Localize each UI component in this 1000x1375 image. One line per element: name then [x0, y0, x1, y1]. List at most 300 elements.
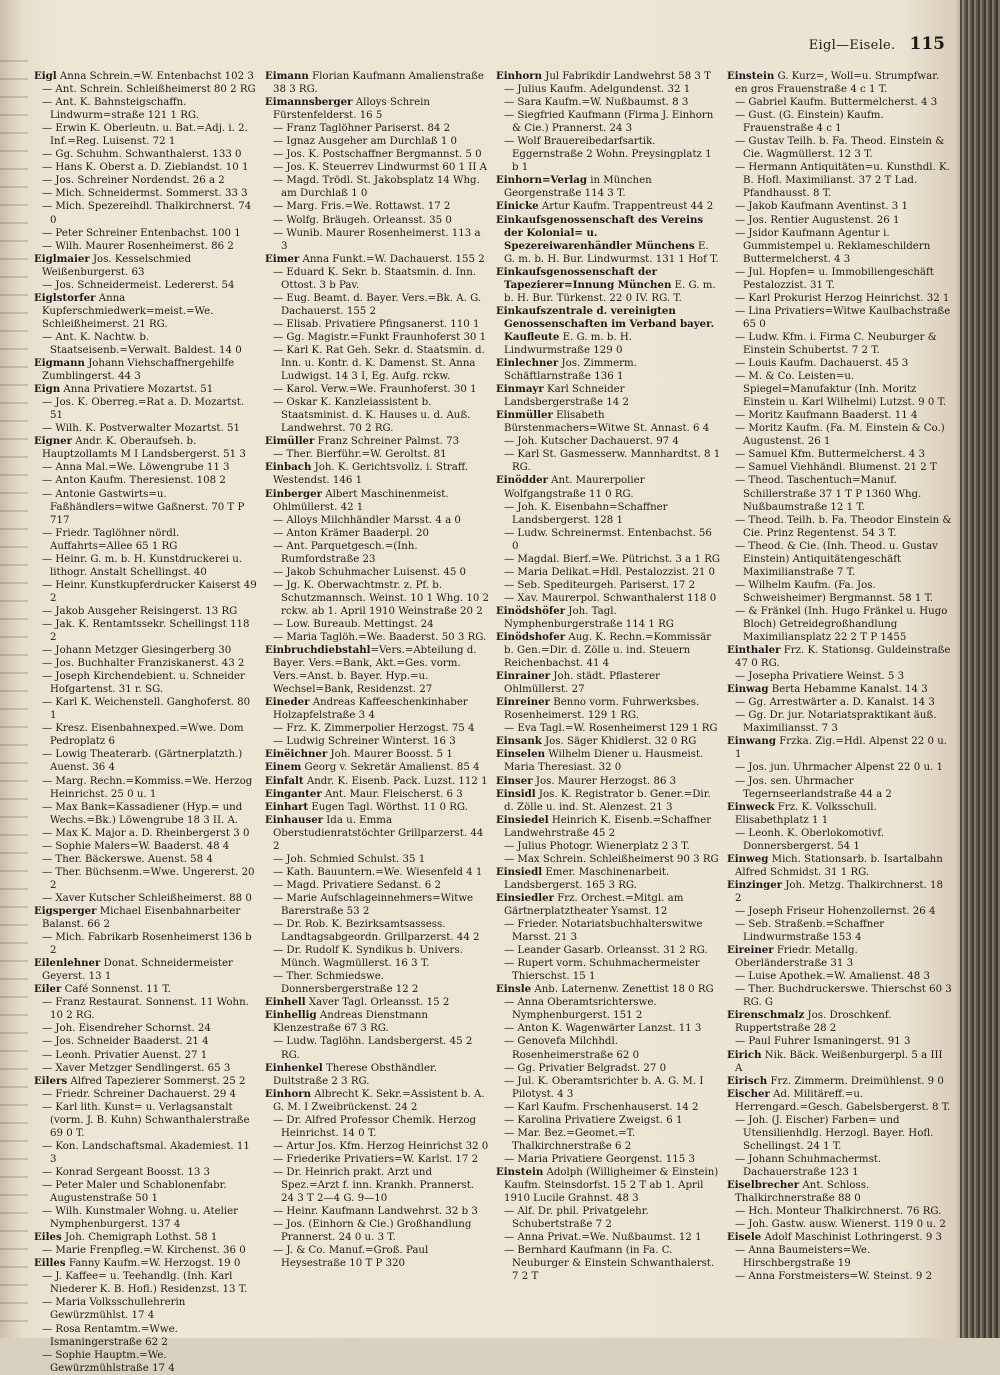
- entry-text: Andr. K. Eisenb. Pack. Luzst. 112 1: [303, 775, 488, 787]
- entry-text: — Samuel Viehhändl. Blumenst. 21 2 T: [735, 462, 937, 474]
- entry-text: — Julius Photogr. Wienerplatz 2 3 T.: [504, 840, 690, 852]
- directory-entry: [496, 1035, 721, 1061]
- directory-entry: [34, 1205, 259, 1231]
- entry-text: — Ignaz Ausgeher am Durchlaß 1 0: [273, 136, 458, 148]
- entry-text: — Anton Krämer Baaderpl. 20: [273, 527, 429, 539]
- entry-surname: Eign: [34, 383, 61, 396]
- entry-text: — Lowig Theaterarb. (Gärtnerplatzth.) Auenst. 36 4: [42, 749, 243, 774]
- entry-text: — Karol. Verw.=We. Fraunhoferst. 30 1: [273, 384, 477, 396]
- entry-text: Karl Schneider Landsbergerstraße 14 2: [504, 384, 630, 409]
- directory-entry: [265, 879, 490, 892]
- entry-text: — Oskar K. Kanzleiassistent b. Staatsminist. d. K. Hauses u. d. Auß. Landwehrst. 70 2 RG.: [273, 397, 471, 435]
- directory-entry: [727, 1153, 952, 1179]
- column-4: [727, 70, 952, 1320]
- entry-surname: Einweck: [727, 800, 775, 813]
- entry-text: — Jos. Rentier Augustenst. 26 1: [735, 214, 900, 226]
- directory-entry: [727, 644, 952, 670]
- entry-text: Jul Fabrikdir Landwehrst 58 3 T: [542, 71, 711, 82]
- directory-entry: [496, 957, 721, 983]
- directory-entry: [496, 553, 721, 566]
- entry-text: Jos. Zimmerm. Schäftlarnstraße 136 1: [504, 358, 637, 383]
- directory-entry: [34, 605, 259, 618]
- entry-text: — Heinr. Kunstkupferdrucker Kaiserst 49 2: [42, 579, 257, 604]
- directory-entry: [496, 592, 721, 605]
- entry-text: — Bernhard Kaufmann (in Fa. C. Neuburger & Einstein Schwanthalerst. 7 2 T: [504, 1245, 715, 1283]
- directory-entry: [265, 1009, 490, 1035]
- directory-entry: [496, 266, 721, 305]
- directory-entry: [727, 409, 952, 422]
- directory-entry: [496, 631, 721, 670]
- entry-text: — Anna Privat.=We. Nußbaumst. 12 1: [504, 1232, 702, 1244]
- directory-entry: [496, 866, 721, 892]
- entry-text: — Marie Frenpfleg.=W. Kirchenst. 36 0: [42, 1245, 246, 1257]
- entry-text: — Joh. Gastw. ausw. Wienerst. 119 0 u. 2: [735, 1219, 946, 1231]
- entry-text: E. G. m. b. H. Lindwurmstraße 129 0: [504, 331, 633, 356]
- entry-text: — Anna Oberamtsrichterswe. Nymphenburgerst. 151 2: [504, 997, 657, 1022]
- entry-surname: Einhart: [265, 800, 309, 813]
- directory-entry: [496, 853, 721, 866]
- entry-text: Frz. Zimmerm. Dreimühlenst. 9 0: [767, 1075, 944, 1087]
- entry-text: — Joh. K. Eisenbahn=Schaffner Landsbergerst. 128 1: [504, 501, 668, 526]
- entry-surname: Einfalt: [265, 774, 304, 787]
- entry-surname: Eigner: [34, 435, 73, 448]
- entry-text: — Samuel Kfm. Buttermelcherst. 4 3: [735, 449, 925, 461]
- entry-surname: Eimer: [265, 252, 300, 265]
- directory-entry: [727, 1049, 952, 1075]
- entry-text: — Mich. Spezereihdl. Thalkirchnerst. 74 0: [42, 201, 252, 226]
- directory-entry: [265, 448, 490, 461]
- directory-entry: [727, 266, 952, 292]
- entry-text: — Johann Metzger Giesingerberg 30: [42, 645, 232, 657]
- entry-text: — Ant. K. Bahnsteigschaffn. Lindwurm=straße 121 1 RG.: [42, 97, 199, 122]
- entry-surname: Eiglmaier: [34, 252, 90, 265]
- entry-text: — Heinr. G. m. b. H. Kunstdruckerei u. lithogr. Anstalt Schellingst. 40: [42, 553, 243, 578]
- entry-surname: Eineder: [265, 696, 310, 709]
- entry-text: Jos. Kesselschmied Weißenburgerst. 63: [42, 253, 191, 278]
- directory-entry: [265, 200, 490, 213]
- entry-text: — Hch. Monteur Thalkirchnerst. 76 RG.: [735, 1206, 942, 1218]
- directory-entry: [496, 1205, 721, 1231]
- directory-entry: [727, 579, 952, 605]
- entry-text: — Magdal. Bierf.=We. Pütrichst. 3 a 1 RG: [504, 553, 721, 565]
- entry-text: — Friederike Privatiers=W. Karlst. 17 2: [273, 1153, 479, 1165]
- entry-text: — Jos. sen. Uhrmacher Tegernseerlandstraße 44 a 2: [735, 775, 892, 800]
- entry-surname: Einhorn: [265, 1087, 312, 1100]
- entry-surname: Einstein: [727, 70, 775, 82]
- directory-entry: [265, 148, 490, 161]
- entry-text: Andreas Kaffeeschenkinhaber Holzapfelstraße 3 4: [273, 697, 468, 722]
- directory-entry: [265, 579, 490, 618]
- directory-entry: [727, 827, 952, 853]
- entry-text: Jos. K. Registrator b. Gener.=Dir. d. Zölle u. ind. St. Alenzest. 21 3: [504, 788, 711, 813]
- directory-entry: [34, 488, 259, 527]
- directory-entry: [34, 1022, 259, 1035]
- entry-text: — Wilh. Maurer Rosenheimerst. 86 2: [42, 240, 234, 252]
- entry-surname: Einkaufsgenossenschaft des Vereins der Kolonial= u. Spezereiwarenhändler Münchens: [496, 213, 704, 252]
- directory-entry: [496, 1062, 721, 1075]
- directory-entry: [34, 1296, 259, 1322]
- entry-text: Wilhelm Diener u. Hausmeist. Maria Theresiast. 32 0: [504, 749, 704, 774]
- directory-entry: [265, 161, 490, 174]
- entry-text: Eugen Tagl. Wörthst. 11 0 RG.: [308, 801, 468, 813]
- entry-surname: Einem: [265, 761, 302, 774]
- directory-entry: [265, 631, 490, 644]
- entry-text: — Karl Prokurist Herzog Heinrichst. 32 1: [735, 292, 950, 304]
- directory-entry: [496, 944, 721, 957]
- directory-entry: [265, 214, 490, 227]
- entry-text: Andr. K. Oberaufseh. b. Hauptzollamts M I Landsbergerst. 51 3: [42, 436, 246, 461]
- entry-text: — Hans K. Oberst a. D. Zieblandst. 10 1: [42, 162, 249, 174]
- running-head: [705, 34, 945, 56]
- directory-entry: [727, 801, 952, 827]
- page-number: 115: [909, 34, 945, 54]
- entry-text: — Wilh. K. Postverwalter Mozartst. 51: [42, 423, 240, 435]
- entry-text: — Maria Privatiere Georgenst. 115 3: [504, 1153, 695, 1165]
- directory-entry: [727, 761, 952, 774]
- entry-text: — Gg. Arrestwärter a. D. Kanalst. 14 3: [735, 697, 935, 709]
- directory-entry: [496, 892, 721, 918]
- entry-text: — Joh. Schmied Schulst. 35 1: [273, 853, 426, 865]
- directory-entry: [265, 1244, 490, 1270]
- entry-text: Artur Kaufm. Trappentreust 44 2: [538, 201, 714, 213]
- directory-entry: [34, 1257, 259, 1270]
- directory-entry: [34, 983, 259, 996]
- entry-text: — Ludw. Schreinermst. Entenbachst. 56 0: [504, 527, 712, 552]
- entry-text: G. Kurz=, Woll=u. Strumpfwar. en gros Frauenstraße 4 c 1 T.: [735, 71, 940, 96]
- directory-entry: [496, 409, 721, 435]
- directory-entry: [496, 109, 721, 135]
- entry-surname: Einlechner: [496, 357, 559, 370]
- entry-text: — Friedr. Taglöhner nördl. Auffahrts=Allee 65 1 RG: [42, 527, 180, 552]
- directory-entry: [265, 814, 490, 853]
- entry-text: — Paul Fuhrer Ismaningerst. 91 3: [735, 1036, 911, 1048]
- directory-entry: [727, 918, 952, 944]
- directory-entry: [34, 292, 259, 331]
- directory-entry: [727, 214, 952, 227]
- entry-text: — Jakob Kaufmann Aventinst. 3 1: [735, 201, 908, 213]
- directory-entry: [265, 461, 490, 487]
- entry-text: — Luise Apothek.=W. Amalienst. 48 3: [735, 971, 930, 983]
- directory-entry: [34, 1140, 259, 1166]
- entry-text: — Xaver Kutscher Schleißheimerst. 88 0: [42, 892, 252, 904]
- entry-surname: Einsank: [496, 735, 542, 748]
- directory-entry: [265, 853, 490, 866]
- entry-text: — Joh. Eisendreher Schornst. 24: [42, 1023, 211, 1035]
- entry-text: — Theod. Teilh. b. Fa. Theodor Einstein & Cie. Prinz Regentenst. 54 3 T.: [735, 514, 952, 539]
- directory-entry: [265, 866, 490, 879]
- entry-text: — Jos. jun. Uhrmacher Alpenst 22 0 u. 1: [735, 762, 943, 774]
- entry-surname: Einkaufszentrale d. vereinigten Genossenschaften im Verband bayer. Kaufleute: [496, 304, 715, 343]
- entry-surname: Eimüller: [265, 435, 315, 448]
- directory-entry: [34, 396, 259, 422]
- entry-text: — Low. Bureaub. Mettingst. 24: [273, 618, 434, 630]
- entry-text: Ant. Maur. Fleischerst. 6 3: [321, 788, 463, 800]
- directory-entry: [265, 514, 490, 527]
- entry-text: Friedr. Metallg. Oberländerstraße 31 3: [735, 945, 858, 970]
- entry-surname: Einhenkel: [265, 1061, 323, 1074]
- directory-entry: [265, 1153, 490, 1166]
- entry-surname: Einödshofer: [496, 631, 566, 644]
- entry-text: — Eva Tagl.=W. Rosenheimerst 129 1 RG: [504, 723, 718, 735]
- entry-text: — Jg. K. Oberwachtmstr. z. Pf. b. Schutzmannsch. Weinst. 10 1 Whg. 10 2 rckw. ab 1. April 1910 Weinstraße 20 2: [273, 579, 490, 617]
- entry-surname: Eiselbrecher: [727, 1178, 800, 1191]
- entry-text: — Genovefa Milchhdl. Rosenheimerstraße 62 0: [504, 1036, 640, 1061]
- entry-text: — Anton K. Wagenwärter Lanzst. 11 3: [504, 1023, 702, 1035]
- directory-entry: [727, 1244, 952, 1270]
- directory-entry: [265, 227, 490, 253]
- directory-entry: [34, 279, 259, 292]
- directory-entry: [34, 1231, 259, 1244]
- directory-entry: [265, 435, 490, 448]
- directory-entry: [265, 1205, 490, 1218]
- entry-text: — Leonh. Privatier Auenst. 27 1: [42, 1049, 208, 1061]
- entry-surname: Einsidl: [496, 787, 536, 800]
- directory-entry: [496, 501, 721, 527]
- directory-entry: [34, 96, 259, 122]
- entry-text: — Jos. Schneider Baaderst. 21 4: [42, 1036, 209, 1048]
- entry-text: — Dr. Rob. K. Bezirksamtsassess. Landtagsabgeordn. Grillparzerst. 44 2: [273, 919, 480, 944]
- entry-text: Café Sonnenst. 11 T.: [61, 984, 171, 996]
- directory-entry: [496, 1153, 721, 1166]
- directory-entry: [727, 448, 952, 461]
- entry-text: — Wolf Brauereibedarfsartik. Eggernstraße 2 Wohn. Preysingplatz 1 b 1: [504, 136, 712, 174]
- directory-entry: [727, 970, 952, 983]
- entry-text: — Frieder. Notariatsbuchhalterswitwe Marsst. 21 3: [504, 919, 703, 944]
- entry-text: — Ther. Schmiedswe. Donnersbergerstraße 12 2: [273, 971, 419, 996]
- entry-surname: Einbruchdiebstahl: [265, 644, 371, 657]
- entry-surname: Einwang: [727, 735, 776, 748]
- directory-entry: [727, 474, 952, 513]
- entry-text: — Anna Forstmeisters=W. Steinst. 9 2: [735, 1271, 933, 1283]
- entry-surname: Einberger: [265, 487, 322, 500]
- entry-surname: Einicke: [496, 200, 539, 213]
- directory-entry: [496, 996, 721, 1022]
- directory-entry: [727, 735, 952, 761]
- entry-surname: Eigmann: [34, 357, 85, 370]
- entry-text: Michael Eisenbahnarbeiter Balanst. 66 2: [42, 906, 241, 931]
- entry-surname: Einzinger: [727, 878, 783, 891]
- entry-text: Ant. Schloss. Thalkirchnerstraße 88 0: [735, 1179, 870, 1205]
- entry-text: — Gg. Privatier Belgradst. 27 0: [504, 1062, 667, 1074]
- directory-entry: [265, 331, 490, 344]
- entry-text: — Sara Kaufm.=W. Nußbaumst. 8 3: [504, 97, 689, 109]
- entry-surname: Einthaler: [727, 644, 781, 657]
- directory-entry: [496, 357, 721, 383]
- entry-text: — Anton Kaufm. Theresienst. 108 2: [42, 475, 226, 487]
- directory-entry: [496, 840, 721, 853]
- directory-entry: [265, 135, 490, 148]
- directory-entry: [34, 801, 259, 827]
- entry-surname: Einganter: [265, 787, 322, 800]
- entry-text: — Wilhelm Kaufm. (Fa. Jos. Schweisheimer) Bergmannst. 58 1 T.: [735, 579, 934, 604]
- entry-surname: Einmayr: [496, 383, 544, 396]
- entry-text: Alloys Schrein Fürstenfelderst. 16 5: [273, 97, 430, 122]
- entry-text: — Gust. (G. Einstein) Kaufm. Frauenstraße 4 c 1: [735, 110, 884, 135]
- entry-text: — Franz Taglöhner Pariserst. 84 2: [273, 123, 451, 135]
- directory-entry: [727, 1088, 952, 1114]
- entry-surname: Einhell: [265, 996, 306, 1009]
- directory-entry: [496, 527, 721, 553]
- entry-text: — Artur Jos. Kfm. Herzog Heinrichst 32 0: [273, 1140, 489, 1152]
- directory-entry: [265, 761, 490, 774]
- entry-text: — Siegfried Kaufmann (Firma J. Einhorn & Cie.) Prannerst. 24 3: [504, 110, 714, 135]
- directory-entry: [496, 1231, 721, 1244]
- directory-entry: [34, 527, 259, 553]
- directory-entry: [34, 1035, 259, 1048]
- entry-text: — J. & Co. Manuf.=Groß. Paul Heysestraße 10 T P 320: [273, 1245, 429, 1270]
- entry-text: — Jsidor Kaufmann Agentur i. Gummistempel u. Reklameschildern Buttermelcherst. 4 3: [735, 227, 931, 265]
- directory-entry: [34, 422, 259, 435]
- directory-entry: [34, 618, 259, 644]
- entry-text: Joh. Tagl. Nymphenburgerstraße 114 1 RG: [504, 605, 674, 630]
- entry-text: — Gg. Magistr.=Funkt Fraunhoferst 30 1: [273, 331, 487, 343]
- directory-entry: [265, 788, 490, 801]
- entry-surname: Einhorn=Verlag: [496, 174, 587, 187]
- entry-surname: Einwag: [727, 683, 769, 696]
- entry-text: — Antonie Gastwirts=u. Faßhändlers=witwe Gaßnerst. 70 T P 717: [42, 488, 245, 526]
- directory-entry: [727, 1231, 952, 1244]
- entry-text: Georg v. Sekretär Amalienst. 85 4: [301, 762, 480, 774]
- entry-surname: Einweg: [727, 852, 769, 865]
- directory-entry: [34, 1101, 259, 1140]
- entry-text: — Gg. Dr. jur. Notariatspraktikant äuß. Maximiliansst. 7 3: [735, 710, 937, 735]
- entry-text: — Karl Kaufm. Frschenhauserst. 14 2: [504, 1101, 699, 1113]
- entry-text: — Elisab. Privatiere Pfingsanerst. 110 1: [273, 318, 480, 330]
- directory-entry: [496, 305, 721, 357]
- directory-entry: [34, 1166, 259, 1179]
- directory-entry: [496, 83, 721, 96]
- directory-entry: [727, 461, 952, 474]
- entry-text: — Jos. K. Postschaffner Bergmannst. 5 0: [273, 149, 482, 161]
- directory-entry: [727, 1179, 952, 1205]
- entry-text: Frz. Orchest.=Mitgl. am Gärtnerplatztheater Ysamst. 12: [504, 892, 684, 917]
- entry-surname: Einëichner: [265, 748, 328, 761]
- directory-entry: [496, 605, 721, 631]
- entry-text: — Joseph Kirchendebient. u. Schneider Hofgartenst. 31 r. SG.: [42, 671, 245, 696]
- directory-entry: [34, 435, 259, 461]
- entry-text: — Jakob Ausgeher Reisingerst. 13 RG: [42, 605, 238, 617]
- entry-text: — Jul. Hopfen= u. Immobiliengeschäft Pestalozzist. 31 T.: [735, 266, 934, 291]
- directory-entry: [496, 135, 721, 174]
- directory-entry: [34, 892, 259, 905]
- directory-entry: [496, 96, 721, 109]
- entry-text: — Jos. K. Oberreg.=Rat a. D. Mozartst. 51: [42, 397, 245, 422]
- directory-entry: [34, 148, 259, 161]
- directory-entry: [34, 1179, 259, 1205]
- entry-surname: Eimann: [265, 70, 309, 82]
- entry-text: — Wolfg. Bräugeh. Orleansst. 35 0: [273, 214, 452, 226]
- directory-entry: [727, 983, 952, 1009]
- entry-text: — Jos. Buchhalter Franziskanerst. 43 2: [42, 658, 245, 670]
- directory-entry: [727, 161, 952, 200]
- entry-text: — Theod. Taschentuch=Manuf. Schillerstraße 37 1 T P 1360 Whg. Nußbaumstraße 12 1 T.: [735, 475, 922, 513]
- column-1: [34, 70, 259, 1374]
- entry-text: =Vers.=Abteilung d. Bayer. Vers.=Bank, Akt.=Ges. vorm. Vers.=Anst. b. Bayer. Hyp.=u. Wechsel=Bank, Residenzst. 27: [273, 645, 477, 696]
- directory-entry: [727, 70, 952, 96]
- directory-entry: [265, 801, 490, 814]
- directory-entry: [34, 957, 259, 983]
- entry-text: Albert Maschinenmeist. Ohlmüllerst. 42 1: [273, 488, 449, 513]
- directory-entry: [727, 1114, 952, 1153]
- entry-text: — Jakob Schuhmacher Luisenst. 45 0: [273, 566, 467, 578]
- entry-text: Joh. Maurer Boosst. 5 1: [327, 749, 453, 761]
- directory-entry: [34, 83, 259, 96]
- entry-text: Emer. Maschinenarbeit. Landsbergerst. 165 3 RG.: [504, 866, 670, 891]
- directory-entry: [265, 96, 490, 122]
- directory-entry: [727, 670, 952, 683]
- entry-text: — Marg. Rechn.=Kommiss.=We. Herzog Heinrichst. 25 0 u. 1: [42, 775, 253, 800]
- entry-text: — Ther. Bäckerswe. Auenst. 58 4: [42, 853, 213, 865]
- entry-text: — Theod. & Cie. (Inh. Theod. u. Gustav Einstein) Antiquitätengeschäft Maximilianstraße 7 T.: [735, 540, 938, 578]
- directory-entry: [496, 70, 721, 83]
- entry-text: — Jos. Schreiner Nordendst. 26 a 2: [42, 175, 225, 187]
- entry-text: — Wunib. Maurer Rosenheimerst. 113 a 3: [273, 227, 481, 252]
- column-3: [496, 70, 721, 1320]
- directory-entry: [496, 435, 721, 448]
- directory-entry: [34, 866, 259, 892]
- directory-entry: [727, 370, 952, 409]
- entry-text: — M. & Co. Leisten=u. Spiegel=Manufaktur (Inh. Moritz Einstein u. Karl Wilhelmi) Lutzst. 9 0 T.: [735, 371, 947, 409]
- entry-text: — Mich. Fabrikarb Rosenheimerst 136 b 2: [42, 932, 252, 957]
- directory-entry: [34, 122, 259, 148]
- entry-text: Benno vorm. Fuhrwerksbes. Rosenheimerst. 129 1 RG.: [504, 697, 700, 722]
- directory-entry: [34, 827, 259, 840]
- entry-text: — Peter Maler und Schablonenfabr. Augustenstraße 50 1: [42, 1179, 227, 1205]
- entry-text: Mich. Stationsarb. b. Isartalbahn Alfred Schmidst. 31 1 RG.: [735, 853, 943, 878]
- entry-text: — Rosa Rentamtm.=Wwe. Ismaningerstraße 62 2: [42, 1323, 178, 1348]
- entry-text: Jos. Droschkenf. Ruppertstraße 28 2: [735, 1010, 892, 1035]
- directory-entry: [34, 748, 259, 774]
- entry-text: — Louis Kaufm. Dachauerst. 45 3: [735, 358, 909, 370]
- entry-text: E. G. m. b. H. Bur. Türkenst. 22 0 IV. RG. T.: [504, 279, 716, 304]
- directory-entry: [265, 748, 490, 761]
- directory-entry: [34, 722, 259, 748]
- entry-text: — Dr. Rudolf K. Syndikus b. Univers. Münch. Wagmüllerst. 16 3 T.: [273, 945, 463, 970]
- entry-surname: Eiglstorfer: [34, 291, 96, 304]
- entry-text: — Joh. Kutscher Dachauerst. 97 4: [504, 436, 679, 448]
- directory-entry: [727, 1205, 952, 1218]
- entry-text: Nik. Bäck. Weißenburgerpl. 5 a III A: [735, 1049, 943, 1074]
- directory-entry: [727, 422, 952, 448]
- directory-entry: [265, 266, 490, 292]
- entry-text: — Friedr. Schreiner Dachauerst. 29 4: [42, 1088, 237, 1100]
- entry-text: — Max Schrein. Schleißheimerst 90 3 RG: [504, 853, 719, 865]
- directory-entry: [727, 1009, 952, 1035]
- entry-text: — Erwin K. Oberleutn. u. Bat.=Adj. i. 2. Inf.=Reg. Luisenst. 72 1: [42, 123, 248, 148]
- directory-entry: [496, 748, 721, 774]
- entry-text: — Xaver Metzger Sendlingerst. 65 3: [42, 1062, 231, 1074]
- directory-entry: [727, 683, 952, 696]
- directory-entry: [34, 996, 259, 1022]
- entry-text: — Gustav Teilh. b. Fa. Theod. Einstein & Cie. Wagmüllerst. 12 3 T.: [735, 136, 945, 161]
- directory-entry: [34, 670, 259, 696]
- entry-text: Jos. Säger Khidlerst. 32 0 RG: [541, 736, 697, 748]
- entry-text: — Sophie Hauptm.=We. Gewürzmühlstraße 17 4: [42, 1349, 175, 1374]
- directory-entry: [496, 722, 721, 735]
- directory-entry: [496, 735, 721, 748]
- directory-entry: [34, 553, 259, 579]
- entry-surname: Eisele: [727, 1231, 762, 1244]
- directory-entry: [496, 214, 721, 266]
- adjacent-page-edge: [0, 60, 28, 1330]
- directory-entry: [34, 161, 259, 174]
- directory-entry: [34, 644, 259, 657]
- entry-text: Adolf Maschinist Lothringerst. 9 3: [761, 1232, 943, 1244]
- entry-surname: Eigl: [34, 70, 57, 82]
- directory-entry: [265, 618, 490, 631]
- directory-entry: [265, 540, 490, 566]
- directory-entry: [34, 853, 259, 866]
